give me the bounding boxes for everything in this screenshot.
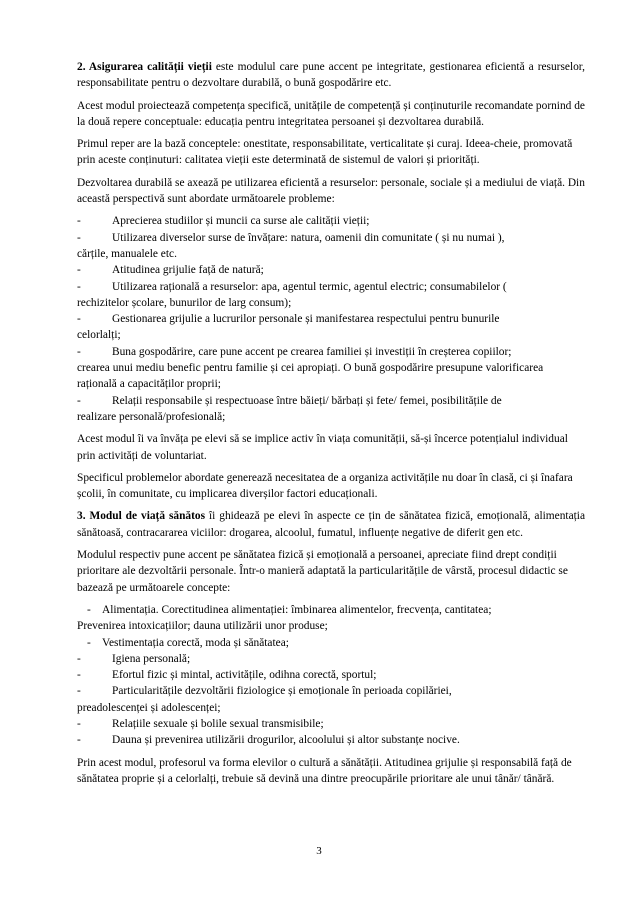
list-item (77, 651, 585, 667)
list-item-continuation: Prevenirea intoxicațiilor; dauna utilizării unor produse; (77, 620, 328, 633)
section-heading-healthy-lifestyle: 3. Modul de viață sănătos (77, 510, 206, 523)
list-item-text: Vestimentația corectă, moda și sănătatea; (102, 636, 289, 649)
list-item (77, 716, 585, 732)
list-dash: - (77, 669, 81, 682)
list-dash: - (87, 603, 91, 616)
list-item-continuation: crearea unui mediu benefic pentru familie și cei apropiați. O bună gospodărire presupune valorificarea rațională a capacităților proprii; (77, 362, 544, 391)
list-dash: - (77, 652, 81, 665)
list-item (77, 732, 585, 748)
list-item (77, 311, 585, 344)
paragraph-first-reper: Primul reper are la bază conceptele: onestitate, responsabilitate, verticalitate și curaj. Ideea-cheie, promovată prin aceste conținuturi: calitatea vieții este determinată de sistemul de valori și priorități. (77, 138, 573, 167)
list-item-text: Efortul fizic și mintal, activitățile, odihna corectă, sportul; (112, 669, 377, 682)
list-item (77, 683, 585, 716)
list-item-text: Buna gospodărire, care pune accent pe crearea familiei și investiții în creșterea copiilor; (112, 345, 512, 358)
paragraph-competence: Acest modul proiectează competența specifică, unitățile de competență și conținuturile recomandate pornind de la două repere conceptuale: educația pentru integritatea persoanei și dezvoltarea durabilă. (77, 99, 585, 128)
list-item (77, 213, 585, 229)
list-item (77, 393, 585, 426)
list-item (87, 635, 585, 651)
list-dash: - (77, 345, 81, 358)
list-dash: - (77, 231, 81, 244)
list-item-continuation: rechizitelor școlare, bunurilor de larg consum); (77, 296, 292, 309)
list-item-continuation: realizare personală/profesională; (77, 410, 226, 423)
list-item (77, 230, 585, 263)
list-item (77, 262, 585, 278)
list-dash: - (77, 280, 81, 293)
concepts-list (77, 602, 585, 749)
paragraph-quality-of-life (77, 59, 585, 92)
section-heading-quality-of-life: 2. Asigurarea calității vieții (77, 61, 212, 73)
list-item-text: Dauna și prevenirea utilizării drogurilor, alcoolului și altor substanțe nocive. (112, 734, 460, 747)
list-item-text: Utilizarea diverselor surse de învățare: natura, oamenii din comunitate ( și nu numai ), (112, 231, 505, 244)
list-item-text: Gestionarea grijulie a lucrurilor personale și manifestarea respectului pentru bunurile (112, 313, 500, 326)
list-item-text: Alimentația. Corectitudinea alimentației: îmbinarea alimentelor, frecvența, cantitatea; (102, 603, 492, 616)
list-item-continuation: preadolescenței și adolescenței; (77, 701, 221, 714)
list-item-text: Aprecierea studiilor și muncii ca surse ale calității vieții; (112, 215, 370, 228)
list-dash: - (77, 215, 81, 228)
list-dash: - (77, 313, 81, 326)
list-item-text: Relațiile sexuale și bolile sexual transmisibile; (112, 717, 324, 730)
paragraph-specific-problems: Specificul problemelor abordate generează necesitatea de a organiza activitățile nu doar în clasă, ci și înafara școlii, în comunitate, cu implicarea diverșilor factori educaționali. (77, 471, 573, 501)
list-item (77, 602, 585, 635)
paragraph-text: este modulul care pune accent pe integritate, gestionarea eficientă a resurselor, responsabilitate pentru o dezvoltare durabilă, o bună gospodărire etc. (77, 61, 585, 90)
paragraph-health-concepts: Modulul respectiv pune accent pe sănătatea fizică și emoțională a persoanei, apreciate fiind drept condiții prioritare ale dezvoltării personale. Într-o manieră adaptată la particularitățile de vârstă, procesul didactic se bazează pe următoarele concepte: (77, 549, 568, 594)
list-item-continuation: celorlalți; (77, 329, 121, 342)
list-item-text: Igiena personală; (112, 652, 191, 665)
list-item (77, 667, 585, 683)
paragraph-module-involvement: Acest modul îi va învăța pe elevi să se implice activ în viața comunității, să-și încerce potențialul individual prin activități de voluntariat. (77, 433, 568, 462)
paragraph-text: îi ghidează pe elevi în aspecte ce țin de sănătatea fizică, emoțională, alimentația sănătoasă, contracararea viciilor: drogarea, alcoolul, fumatul, influențe negative de diferit gen etc. (77, 510, 586, 539)
paragraph-sustainable-development: Dezvoltarea durabilă se axează pe utilizarea eficientă a resurselor: personale, sociale și a mediului de viață. Din această perspectivă sunt abordate următoarele probleme: (77, 176, 585, 206)
document-page (77, 59, 585, 793)
page-number: 3 (316, 845, 322, 857)
paragraph-health-culture: Prin acest modul, profesorul va forma elevilor o cultură a sănătății. Atitudinea grijulie și responsabilă față de sănătatea proprie și a celorlalți, trebuie să devină una dintre preocupările prioritare ale unui tânăr/ tânără. (77, 756, 572, 785)
list-dash: - (77, 685, 81, 698)
list-item-text: Atitudinea grijulie față de natură; (112, 264, 264, 277)
list-dash: - (77, 394, 81, 407)
list-item-continuation: cărțile, manualele etc. (77, 247, 177, 260)
list-dash: - (77, 264, 81, 277)
list-item (77, 279, 585, 312)
list-item-text: Relații responsabile și respectuoase între băieți/ bărbați și fete/ femei, posibilitățile de (112, 394, 502, 407)
list-dash: - (87, 636, 91, 649)
list-dash: - (77, 717, 81, 730)
list-item-text: Particularitățile dezvoltării fiziologice și emoționale în perioada copilăriei, (112, 685, 452, 698)
paragraph-healthy-lifestyle (77, 508, 585, 541)
list-item-text: Utilizarea rațională a resurselor: apa, agentul termic, agentul electric; consumabilelor ( (112, 280, 507, 293)
problems-list (77, 213, 585, 425)
list-dash: - (77, 734, 81, 747)
list-item (77, 344, 585, 393)
